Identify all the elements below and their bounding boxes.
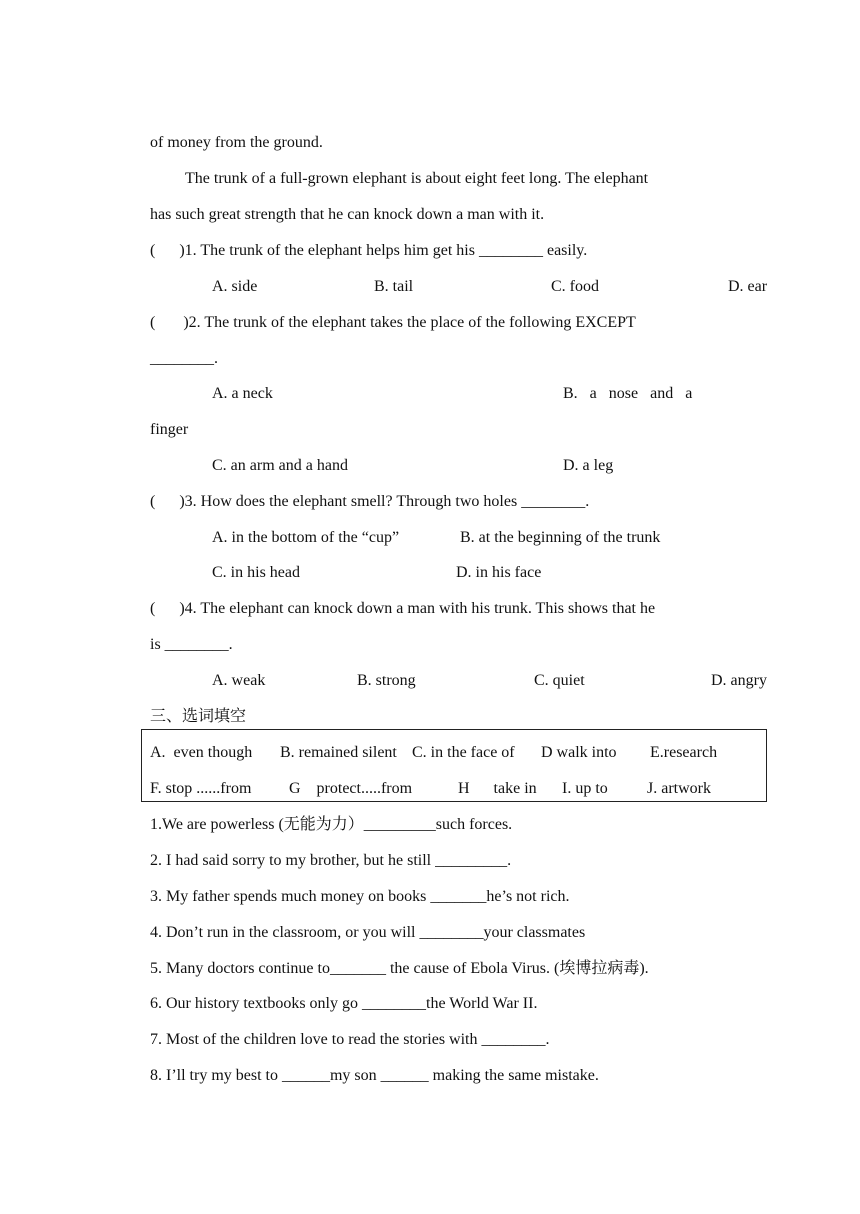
option-d: D. ear bbox=[728, 278, 768, 295]
question-stem: ( )3. How does the elephant smell? Through two holes ________. bbox=[150, 493, 590, 510]
option-c: C. in his head bbox=[212, 564, 300, 581]
option-a: A. weak bbox=[212, 672, 266, 689]
word-bank-item: C. in the face of bbox=[412, 744, 515, 761]
option-a: A. a neck bbox=[212, 385, 273, 402]
word-bank-item: H take in bbox=[458, 780, 537, 797]
fill-blank-item: 6. Our history textbooks only go ________the World War II. bbox=[150, 995, 538, 1012]
question-stem: ( )1. The trunk of the elephant helps him get his ________ easily. bbox=[150, 242, 588, 259]
fill-blank-item: 2. I had said sorry to my brother, but he still _________. bbox=[150, 852, 512, 869]
fill-blank-item: 7. Most of the children love to read the stories with ________. bbox=[150, 1031, 550, 1048]
question-stem-cont: ________. bbox=[150, 350, 218, 367]
fill-blank-item: 1.We are powerless (无能为力）_________such forces. bbox=[150, 816, 513, 833]
word-bank-item: B. remained silent bbox=[280, 744, 397, 761]
option-b-cont: finger bbox=[150, 421, 189, 438]
word-bank-item: G protect.....from bbox=[289, 780, 413, 797]
word-bank-item: I. up to bbox=[562, 780, 608, 797]
option-b: B. strong bbox=[357, 672, 416, 689]
option-c: C. quiet bbox=[534, 672, 585, 689]
word-bank-item: A. even though bbox=[150, 744, 253, 761]
word-bank-item: E.research bbox=[650, 744, 718, 761]
option-b: B. at the beginning of the trunk bbox=[460, 529, 661, 546]
option-d: D. a leg bbox=[563, 457, 614, 474]
section-title: 三、选词填空 bbox=[150, 708, 247, 725]
fill-blank-item: 4. Don’t run in the classroom, or you will ________your classmates bbox=[150, 924, 586, 941]
question-stem: ( )2. The trunk of the elephant takes the place of the following EXCEPT bbox=[150, 314, 636, 331]
option-d: D. angry bbox=[711, 672, 767, 689]
option-a: A. side bbox=[212, 278, 258, 295]
question-stem-cont: is ________. bbox=[150, 636, 233, 653]
option-c: C. an arm and a hand bbox=[212, 457, 348, 474]
fill-blank-item: 8. I’ll try my best to ______my son ______ making the same mistake. bbox=[150, 1067, 599, 1084]
option-b: B. tail bbox=[374, 278, 414, 295]
word-bank-item: F. stop ......from bbox=[150, 780, 252, 797]
word-bank-item: J. artwork bbox=[647, 780, 711, 797]
question-stem: ( )4. The elephant can knock down a man with his trunk. This shows that he bbox=[150, 600, 656, 617]
passage-line: has such great strength that he can knock down a man with it. bbox=[150, 206, 545, 223]
option-d: D. in his face bbox=[456, 564, 542, 581]
fill-blank-item: 3. My father spends much money on books _______he’s not rich. bbox=[150, 888, 570, 905]
option-b: B. a nose and a bbox=[563, 385, 693, 402]
fill-blank-item: 5. Many doctors continue to_______ the cause of Ebola Virus. (埃博拉病毒). bbox=[150, 960, 649, 977]
word-bank-item: D walk into bbox=[541, 744, 617, 761]
option-a: A. in the bottom of the “cup” bbox=[212, 529, 400, 546]
option-c: C. food bbox=[551, 278, 599, 295]
passage-line: of money from the ground. bbox=[150, 134, 323, 151]
passage-line: The trunk of a full-grown elephant is about eight feet long. The elephant bbox=[185, 170, 649, 187]
